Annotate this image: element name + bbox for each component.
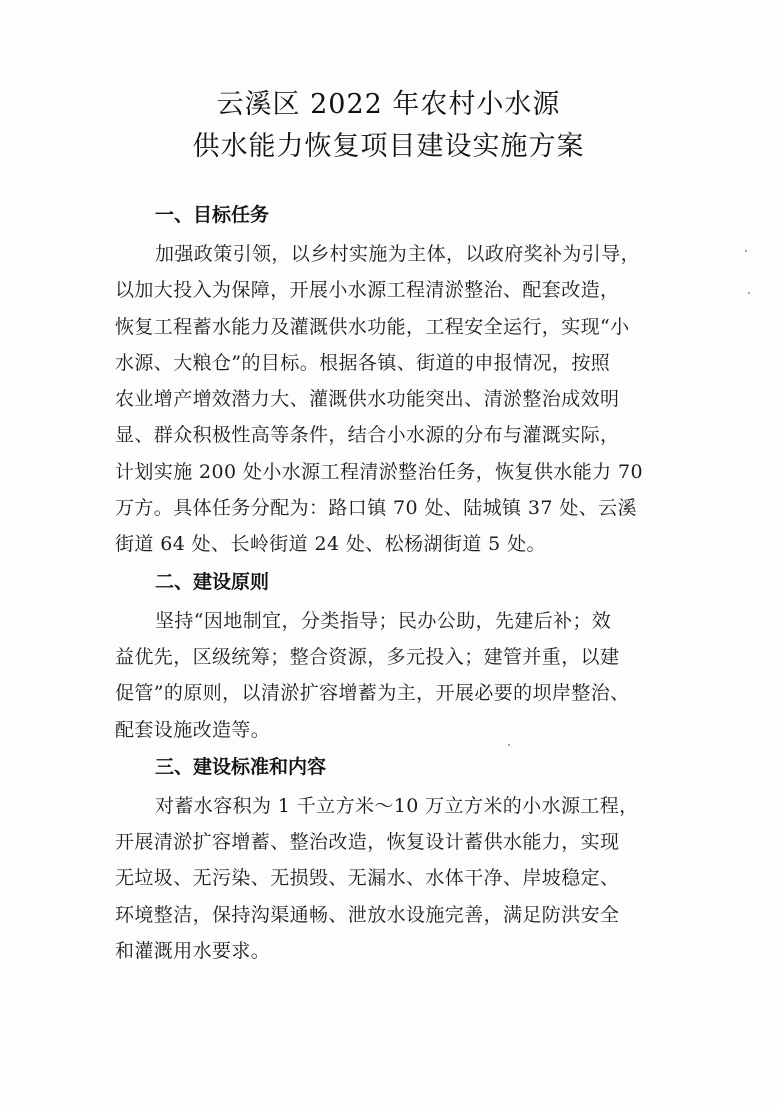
title-line-1: 云溪区 2022 年农村小水源: [216, 89, 561, 120]
paragraph-line: 水源、大粮仓”的目标。根据各镇、街道的申报情况，按照: [115, 351, 611, 374]
paragraph-line: 益优先，区级统筹；整合资源，多元投入；建管并重，以建: [115, 645, 620, 668]
paragraph-line: 农业增产增效潜力大、灌溉供水功能突出、清淤整治成效明: [115, 388, 620, 411]
paragraph-line: 配套设施改造等。: [115, 718, 271, 741]
document-title: [0, 84, 777, 168]
section-paragraph: [115, 236, 675, 563]
paragraph-line: 开展清淤扩容增蓄、整治改造，恢复设计蓄供水能力，实现: [115, 831, 620, 854]
section-paragraph: [115, 788, 675, 969]
paragraph-line: 无垃圾、无污染、无损毁、无漏水、水体干净、岸坡稳定、: [115, 867, 620, 890]
paragraph-line: 对蓄水容积为 1 千立方米～10 万立方米的小水源工程，: [155, 794, 639, 817]
paragraph-line: 促管”的原则，以清淤扩容增蓄为主，开展必要的坝岸整治、: [115, 682, 630, 705]
scan-speck: [745, 250, 747, 252]
paragraph-line: 加强政策引领，以乡村实施为主体，以政府奖补为引导，: [155, 243, 641, 265]
paragraph-line: 坚持“因地制宜，分类指导；民办公助，先建后补；效: [155, 609, 612, 632]
paragraph-line: 以加大投入为保障，开展小水源工程清淤整治、配套改造，: [115, 279, 620, 302]
paragraph-line: 恢复工程蓄水能力及灌溉供水功能，工程安全运行，实现“小: [115, 315, 630, 338]
section-heading: 三、建设标准和内容: [155, 755, 327, 778]
section-heading: 一、目标任务: [155, 204, 270, 226]
scan-speck: [748, 292, 750, 294]
title-line-2: 供水能力恢复项目建设实施方案: [192, 131, 585, 162]
scan-speck: [508, 744, 510, 746]
paragraph-line: 环境整洁，保持沟渠通畅、泄放水设施完善，满足防洪安全: [115, 903, 620, 926]
paragraph-line: 计划实施 200 处小水源工程清淤整治任务，恢复供水能力 70: [115, 460, 643, 483]
section-standards: [115, 754, 675, 969]
section-principles: [115, 569, 675, 748]
document-body: [115, 196, 675, 973]
paragraph-line: 显、群众积极性高等条件，结合小水源的分布与灌溉实际，: [115, 424, 620, 447]
paragraph-line: 和灌溉用水要求。: [115, 940, 271, 963]
paragraph-line: 街道 64 处、长岭街道 24 处、松杨湖街道 5 处。: [115, 533, 546, 556]
section-heading: 二、建设原则: [155, 570, 270, 593]
section-goals: [115, 202, 675, 563]
paragraph-line: 万方。具体任务分配为：路口镇 70 处、陆城镇 37 处、云溪: [115, 497, 637, 520]
section-paragraph: [115, 603, 675, 748]
